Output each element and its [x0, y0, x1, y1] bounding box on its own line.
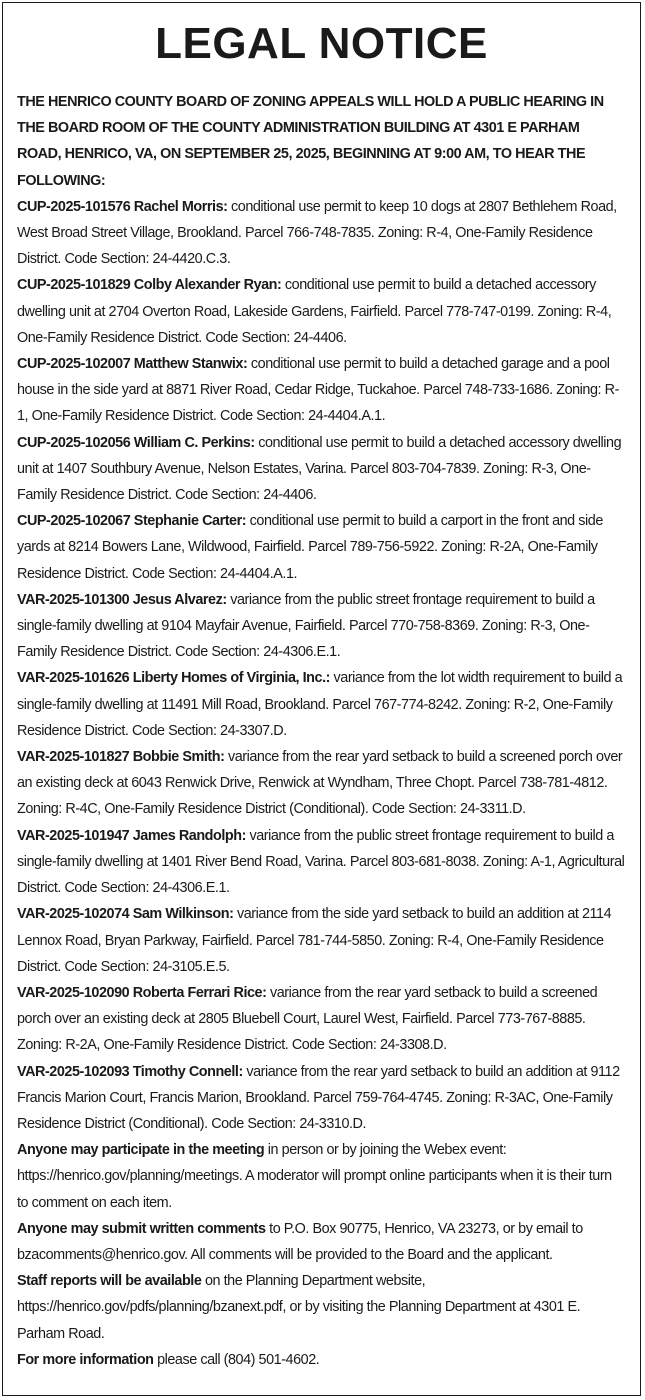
case-entry [17, 823, 626, 902]
case-text: variance from the rear yard setback to build a screened porch over an existing deck at 6043 Renwick Drive, Renwick at Wyndham, Three Chopt. Parcel 738-781-4812. Zoning: R-4C, One-Family Residence District (Conditional). Code Section: 24-3311.D. [17, 749, 623, 818]
case-heading: CUP-2025-102056 William C. Perkins: [17, 434, 255, 451]
staff-reports-text: on the Planning Department website, https://henrico.gov/pdfs/planning/bzanext.pdf, or by visiting the Planning Department at 4301 E. Parham Road. [17, 1273, 581, 1342]
case-entry [17, 430, 626, 509]
case-heading: VAR-2025-102093 Timothy Connell: [17, 1063, 243, 1080]
legal-notice [2, 2, 641, 1396]
more-info-heading: For more information [17, 1351, 154, 1368]
participate-heading: Anyone may participate in the meeting [17, 1142, 265, 1159]
more-info-paragraph [17, 1347, 626, 1373]
case-heading: CUP-2025-102067 Stephanie Carter: [17, 513, 247, 530]
case-text: conditional use permit to build a detached garage and a pool house in the side yard at 8871 River Road, Cedar Ridge, Tuckahoe. Parcel 748-733-1686. Zoning: R-1, One-Family Residence District. Code Section: 24-4404.A.1. [17, 356, 619, 425]
case-entry [17, 665, 626, 744]
case-heading: CUP-2025-101576 Rachel Morris: [17, 198, 228, 215]
case-text: variance from the side yard setback to build an addition at 2114 Lennox Road, Bryan Parkway, Fairfield. Parcel 781-744-5850. Zoning: R-4, One-Family Residence District. Code Section: 24-3105.E.5. [17, 906, 612, 975]
case-entry [17, 508, 626, 587]
case-heading: VAR-2025-101947 James Randolph: [17, 827, 246, 844]
case-entry [17, 744, 626, 823]
notice-title: LEGAL NOTICE [155, 19, 488, 68]
case-text: conditional use permit to keep 10 dogs at 2807 Bethlehem Road, West Broad Street Village, Brookland. Parcel 766-748-7835. Zoning: R-4, One-Family Residence District. Code Section: 24-4420.C.3. [17, 198, 617, 268]
case-heading: VAR-2025-102090 Roberta Ferrari Rice: [17, 984, 267, 1001]
more-info-text: please call (804) 501-4602. [153, 1351, 320, 1368]
case-heading: VAR-2025-101626 Liberty Homes of Virginia, Inc.: [17, 670, 330, 687]
comments-paragraph [17, 1216, 626, 1268]
staff-reports-heading: Staff reports will be available [17, 1273, 202, 1290]
case-heading: CUP-2025-102007 Matthew Stanwix: [17, 356, 248, 373]
case-text: variance from the public street frontage requirement to build a single-family dwelling at 1401 River Bend Road, Varina. Parcel 803-681-8038. Zoning: A-1, Agricultural District. Code Section: 24-4306.E.1. [17, 827, 625, 897]
case-entry [17, 1059, 626, 1138]
staff-reports-paragraph [17, 1268, 626, 1347]
case-entry [17, 980, 626, 1059]
comments-text: to P.O. Box 90775, Henrico, VA 23273, or by email to bzacomments@henrico.gov. All comments will be provided to the Board and the applicant. [17, 1220, 583, 1263]
case-entry [17, 272, 626, 351]
case-entry [17, 901, 626, 980]
case-heading: VAR-2025-102074 Sam Wilkinson: [17, 906, 234, 923]
case-text: variance from the rear yard setback to build an addition at 9112 Francis Marion Court, Francis Marion, Brookland. Parcel 759-764-4745. Zoning: R-3AC, One-Family Residence District (Conditional). Code Section: 24-3310.D. [17, 1063, 620, 1132]
case-text: conditional use permit to build a detached accessory dwelling unit at 2704 Overton Road, Lakeside Gardens, Fairfield. Parcel 778-747-0199. Zoning: R-4, One-Family Residence District. Code Section: 24-4406. [17, 277, 612, 346]
case-entry [17, 351, 626, 430]
case-text: variance from the lot width requirement to build a single-family dwelling at 11491 Mill Road, Brookland. Parcel 767-774-8242. Zoning: R-2, One-Family Residence District. Code Section: 24-3307.D. [17, 670, 623, 739]
case-entry [17, 587, 626, 666]
case-text: conditional use permit to build a detached accessory dwelling unit at 1407 Southbury Avenue, Nelson Estates, Varina. Parcel 803-704-7839. Zoning: R-3, One-Family Residence District. Code Section: 24-4406. [17, 434, 622, 504]
case-text: variance from the rear yard setback to build a screened porch over an existing deck at 2805 Bluebell Court, Laurel West, Fairfield. Parcel 773-767-8885. Zoning: R-2A, One-Family Residence District. Code Section: 24-3308.D. [17, 984, 598, 1054]
participate-text: in person or by joining the Webex event: https://henrico.gov/planning/meetings. A moderator will prompt online participants when it is their turn to comment on each item. [17, 1142, 612, 1211]
participate-paragraph [17, 1137, 626, 1216]
case-entry [17, 194, 626, 273]
case-text: conditional use permit to build a carport in the front and side yards at 8214 Bowers Lane, Wildwood, Fairfield. Parcel 789-756-5922. Zoning: R-2A, One-Family Residence District. Code Section: 24-4404.A.1. [17, 513, 603, 582]
case-heading: VAR-2025-101827 Bobbie Smith: [17, 749, 225, 766]
case-text: variance from the public street frontage requirement to build a single-family dwelling at 9104 Mayfair Avenue, Fairfield. Parcel 770-758-8369. Zoning: R-3, One-Family Residence District. Code Section: 24-4306.E.1. [17, 591, 595, 661]
case-heading: CUP-2025-101829 Colby Alexander Ryan: [17, 277, 282, 294]
notice-intro: THE HENRICO COUNTY BOARD OF ZONING APPEALS WILL HOLD A PUBLIC HEARING IN THE BOARD ROOM OF THE COUNTY ADMINISTRATION BUILDING AT 4301 E PARHAM ROAD, HENRICO, VA, ON SEPTEMBER 25, 2025, BEGINNING AT 9:00 AM, TO HEAR THE FOLLOWING: [17, 94, 604, 189]
case-heading: VAR-2025-101300 Jesus Alvarez: [17, 591, 227, 608]
comments-heading: Anyone may submit written comments [17, 1220, 266, 1237]
